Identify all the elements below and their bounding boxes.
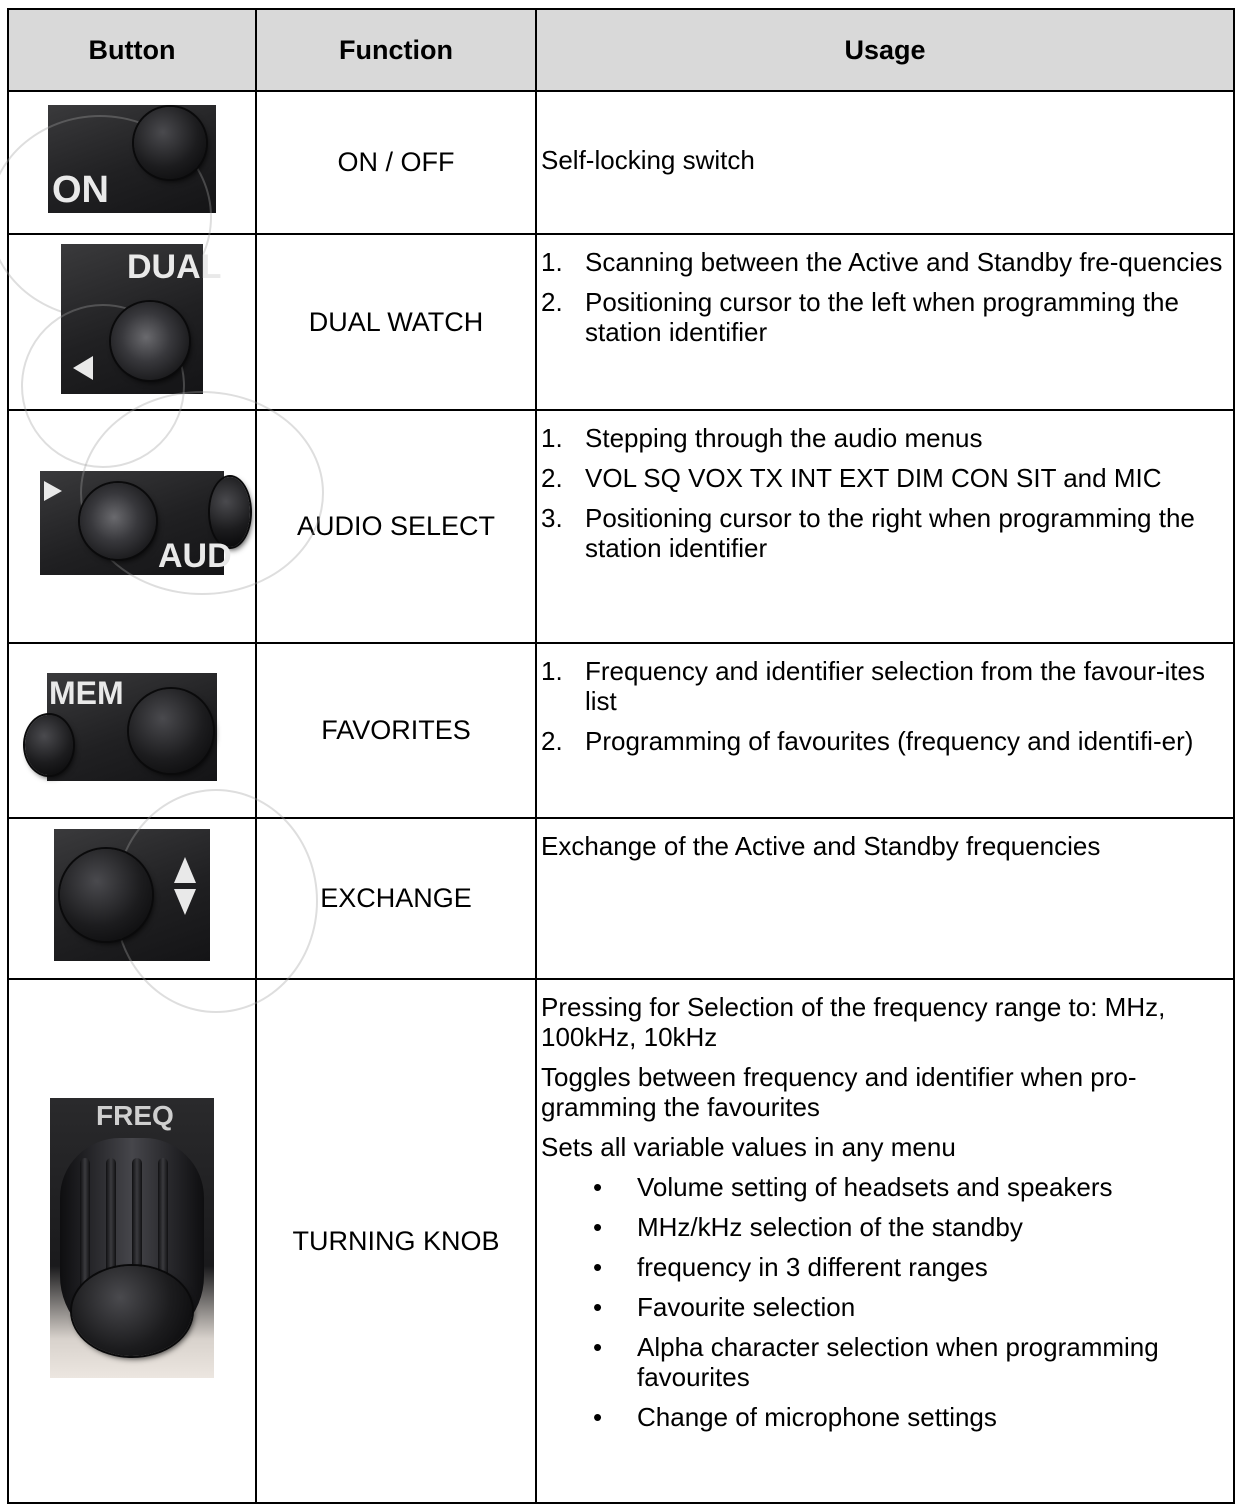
usage-paragraph: Sets all variable values in any menu: [541, 1132, 956, 1162]
dual-watch-button-photo: [61, 244, 222, 394]
usage-list: [541, 656, 1227, 756]
aud-label: AUD: [158, 537, 232, 575]
bullet-item: • Favourite selection: [541, 1292, 1227, 1322]
usage-cell: [536, 979, 1234, 1503]
button-cell: [8, 818, 256, 979]
table-row: [8, 979, 1234, 1503]
bullet-item: • frequency in 3 different ranges: [541, 1252, 1227, 1282]
usage-paragraph: Pressing for Selection of the frequency range to: MHz, 100kHz, 10kHz: [541, 992, 1166, 1052]
function-cell: FAVORITES: [256, 643, 536, 818]
usage-bullets: [541, 1172, 1227, 1432]
bullet-item: • Alpha character selection when programming favourites: [541, 1332, 1227, 1392]
list-item: 3. Positioning cursor to the right when programming the station identifier: [541, 503, 1195, 563]
up-arrow-icon: [174, 857, 196, 883]
table-header-row: [8, 9, 1234, 91]
down-arrow-icon: [174, 889, 196, 915]
function-cell: DUAL WATCH: [256, 234, 536, 410]
bullet-item: • Change of microphone settings: [541, 1402, 1227, 1432]
bullet-item: • MHz/kHz selection of the standby: [541, 1212, 1227, 1242]
usage-paragraph: Toggles between frequency and identifier when pro-gramming the favourites: [541, 1062, 1137, 1122]
right-arrow-icon: [44, 481, 62, 501]
on-label: ON: [52, 169, 109, 211]
audio-select-button-photo: [40, 471, 232, 575]
table-row: [8, 234, 1234, 410]
list-item: 1. Frequency and identifier selection from the favour-ites list: [541, 656, 1205, 716]
favorites-button-photo: [47, 673, 217, 781]
list-item: 2. VOL SQ VOX TX INT EXT DIM CON SIT and MIC: [541, 463, 1162, 493]
table-row: [8, 410, 1234, 643]
usage-text: Self-locking switch: [541, 144, 755, 175]
round-button-icon: [80, 483, 156, 559]
knob-cap: [72, 1266, 192, 1356]
function-cell: AUDIO SELECT: [256, 410, 536, 643]
round-button-icon: [111, 302, 189, 380]
usage-cell: [536, 818, 1234, 979]
table-row: [8, 818, 1234, 979]
bullet-item: • Volume setting of headsets and speakers: [541, 1172, 1227, 1202]
button-cell: [8, 91, 256, 234]
list-item: 1. Stepping through the audio menus: [541, 423, 983, 453]
usage-text: Exchange of the Active and Standby frequencies: [541, 831, 1101, 861]
round-button-icon: [134, 107, 206, 179]
function-cell: ON / OFF: [256, 91, 536, 234]
usage-cell: [536, 91, 1234, 234]
table-row: [8, 91, 1234, 234]
mem-label: MEM: [49, 675, 124, 711]
button-cell: [8, 979, 256, 1503]
usage-cell: [536, 410, 1234, 643]
list-item: 1. Scanning between the Active and Standby fre-quencies: [541, 247, 1223, 277]
column-header-usage: Usage: [536, 9, 1234, 91]
function-cell: EXCHANGE: [256, 818, 536, 979]
dual-label: DUAL: [127, 247, 222, 286]
column-header-button: Button: [8, 9, 256, 91]
function-cell: TURNING KNOB: [256, 979, 536, 1503]
freq-label: FREQ: [96, 1099, 174, 1131]
column-header-function: Function: [256, 9, 536, 91]
usage-cell: [536, 643, 1234, 818]
list-item: 2. Positioning cursor to the left when programming the station identifier: [541, 287, 1179, 347]
usage-list: [541, 247, 1227, 347]
button-function-table: [7, 8, 1235, 1504]
round-button-icon: [60, 849, 152, 941]
usage-list: [541, 423, 1227, 563]
usage-cell: [536, 234, 1234, 410]
exchange-button-photo: [54, 829, 210, 961]
left-arrow-icon: [73, 356, 93, 380]
round-button-icon: [129, 689, 213, 773]
list-item: 2. Programming of favourites (frequency and identifi-er): [541, 726, 1194, 756]
turning-knob-photo: [50, 1098, 214, 1378]
on-off-button-photo: [48, 105, 216, 213]
